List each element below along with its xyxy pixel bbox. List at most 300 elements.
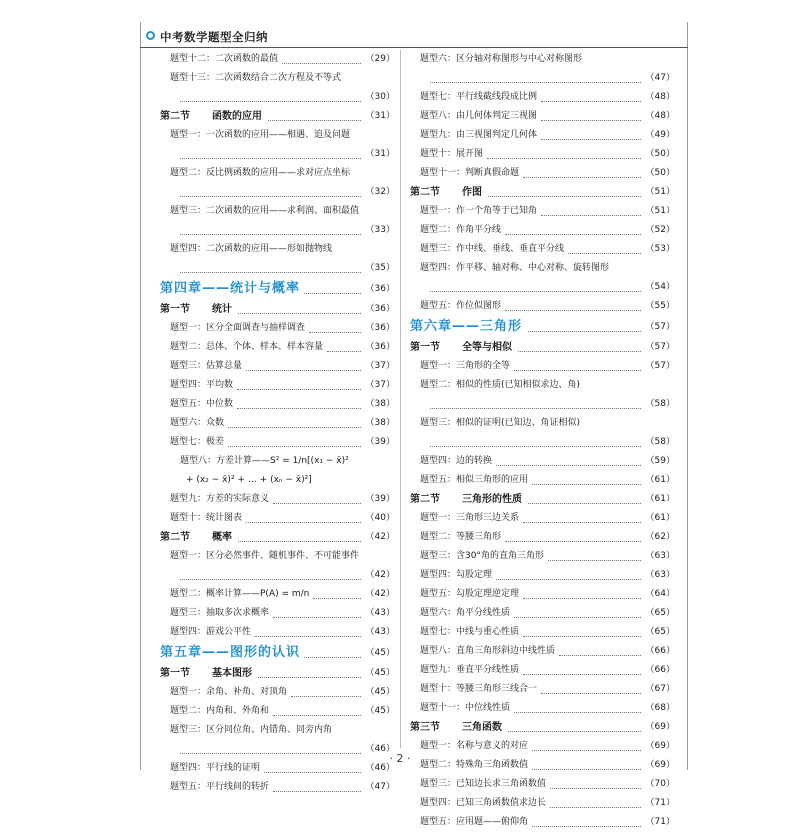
- toc-entry: [160, 395, 395, 414]
- entry-title: 统计图表: [206, 513, 243, 523]
- toc-entry: [160, 585, 395, 604]
- leader-dots: [180, 158, 361, 159]
- entry-title: 一次函数的应用——相遇、追及问题: [206, 130, 351, 140]
- leader-dots: [523, 674, 641, 675]
- section-title: 概率: [212, 532, 232, 543]
- toc-entry: [410, 107, 675, 126]
- formula-text: + (x₂ − x̄)² + … + (xₙ − x̄)²]: [186, 475, 312, 485]
- entry-title: 方差的实际意义: [206, 494, 270, 504]
- toc-entry: [410, 297, 675, 316]
- toc-entry: [410, 414, 675, 433]
- entry-label: 题型五：: [420, 817, 457, 827]
- page-ref: （30）: [365, 92, 395, 102]
- page-ref: （50）: [645, 149, 675, 159]
- toc-entry-continuation: [160, 145, 395, 164]
- toc-entry: [160, 50, 395, 69]
- page-ref: （36）: [365, 304, 395, 314]
- leader-dots: [508, 731, 641, 732]
- section-title: 基本图形: [212, 668, 252, 679]
- toc-entry: [410, 221, 675, 240]
- entry-title: 勾股定理逆定理: [456, 589, 520, 599]
- page-ref: （57）: [645, 342, 675, 352]
- entry-label: 题型四：: [420, 570, 457, 580]
- page-ref: （48）: [645, 92, 675, 102]
- page-ref: （39）: [365, 494, 395, 504]
- entry-label: 题型八：: [420, 646, 457, 656]
- toc-entry: [160, 202, 395, 221]
- page-ref: （52）: [645, 225, 675, 235]
- toc-entry: [410, 452, 675, 471]
- entry-label: 题型四：: [420, 798, 457, 808]
- entry-title: 等腰三角形: [456, 532, 502, 542]
- entry-label: 题型九：: [420, 665, 457, 675]
- page-ref: （66）: [645, 665, 675, 675]
- leader-dots: [514, 617, 641, 618]
- toc-entry-continuation: [160, 259, 395, 278]
- leader-dots: [246, 370, 361, 371]
- page-ref: （45）: [365, 668, 395, 678]
- entry-label: 题型二：: [420, 225, 457, 235]
- entry-label: 题型二：: [420, 532, 457, 542]
- toc-entry: [410, 642, 675, 661]
- leader-dots: [246, 522, 361, 523]
- leader-dots: [304, 293, 361, 294]
- page-ref: （65）: [645, 608, 675, 618]
- entry-label: 题型九：: [170, 494, 207, 504]
- entry-label: 题型十二：: [170, 54, 216, 64]
- page-ref: （71）: [645, 798, 675, 808]
- entry-label: 题型十一：: [420, 168, 466, 178]
- entry-label: 题型一：: [170, 130, 207, 140]
- section-title: 三角函数: [462, 722, 502, 733]
- toc-entry: [160, 509, 395, 528]
- chapter-heading: [410, 316, 675, 338]
- leader-dots: [180, 234, 361, 235]
- toc-entry: [410, 528, 675, 547]
- leader-dots: [430, 446, 641, 447]
- page-ref: （29）: [365, 54, 395, 64]
- entry-label: 题型二：: [170, 168, 207, 178]
- toc-entry: [410, 259, 675, 278]
- entry-label: 题型二：: [170, 342, 207, 352]
- entry-title: 中线与重心性质: [456, 627, 520, 637]
- entry-label: 题型四：: [170, 380, 207, 390]
- entry-label: 题型二：: [170, 706, 207, 716]
- page-ref: （35）: [365, 263, 395, 273]
- section-label: 第一节: [160, 304, 190, 315]
- entry-title: 区分全面调查与抽样调查: [206, 323, 306, 333]
- page-ref: （57）: [645, 361, 675, 371]
- leader-dots: [523, 177, 641, 178]
- entry-title: 二次函数结合二次方程及不等式: [215, 73, 342, 83]
- entry-title: 内角和、外角和: [206, 706, 270, 716]
- leader-dots: [237, 389, 361, 390]
- page-ref: （37）: [365, 361, 395, 371]
- leader-dots: [258, 677, 361, 678]
- entry-title: 作位似图形: [456, 301, 502, 311]
- page-ref: （42）: [365, 570, 395, 580]
- leader-dots: [228, 427, 361, 428]
- leader-dots: [268, 120, 361, 121]
- toc-entry-formula: [160, 452, 395, 471]
- entry-label: 题型六：: [170, 418, 207, 428]
- entry-title: 等腰三角形三线合一: [456, 684, 538, 694]
- toc-entry: [160, 319, 395, 338]
- leader-dots: [532, 826, 641, 827]
- toc-entry: [160, 604, 395, 623]
- toc-entry-formula-cont: [160, 471, 395, 490]
- page-ref: （45）: [365, 706, 395, 716]
- page-ref: （42）: [365, 589, 395, 599]
- entry-title: 概率计算——P(A) = m/n: [206, 589, 310, 599]
- leader-dots: [541, 139, 641, 140]
- toc-entry: [160, 240, 395, 259]
- entry-title: 区分必然事件、随机事件、不可能事件: [206, 551, 360, 561]
- toc-column-left: [160, 50, 395, 797]
- entry-label: 题型二：: [420, 760, 457, 770]
- page-ref: （69）: [645, 760, 675, 770]
- entry-title: 直角三角形斜边中线性质: [456, 646, 556, 656]
- section-title: 函数的应用: [212, 111, 262, 122]
- entry-label: 题型五：: [420, 475, 457, 485]
- page-ref: （58）: [645, 399, 675, 409]
- toc-entry: [410, 126, 675, 145]
- section-label: 第三节: [410, 722, 440, 733]
- section-heading: [410, 338, 675, 357]
- entry-title: 二次函数的最值: [215, 54, 279, 64]
- page-ref: （67）: [645, 684, 675, 694]
- entry-title: 名称与意义的对应: [456, 741, 529, 751]
- page-ref: （55）: [645, 301, 675, 311]
- formula-text: 题型八：方差计算——S² = 1/n[(x₁ − x̄)²: [180, 456, 349, 466]
- page-ref: （68）: [645, 703, 675, 713]
- section-heading: [160, 528, 395, 547]
- entry-title: 平行线间的转折: [206, 782, 270, 792]
- entry-title: 作一个角等于已知角: [456, 206, 538, 216]
- toc-entry: [160, 338, 395, 357]
- entry-label: 题型四：: [170, 244, 207, 254]
- toc-entry: [410, 623, 675, 642]
- leader-dots: [180, 272, 361, 273]
- entry-label: 题型二：: [170, 589, 207, 599]
- page-ref: （47）: [645, 73, 675, 83]
- leader-dots: [264, 772, 361, 773]
- leader-dots: [282, 63, 361, 64]
- leader-dots: [238, 541, 361, 542]
- entry-title: 区分同位角、内错角、同旁内角: [206, 725, 333, 735]
- page-ref: （59）: [645, 456, 675, 466]
- entry-label: 题型四：: [170, 763, 207, 773]
- entry-title: 抽取多次求概率: [206, 608, 270, 618]
- toc-entry: [160, 623, 395, 642]
- section-title: 全等与相似: [462, 342, 512, 353]
- page-ref: （51）: [645, 206, 675, 216]
- toc-entry: [160, 433, 395, 452]
- entry-title: 相似的证明(已知边、角证相似): [456, 418, 581, 428]
- leader-dots: [505, 310, 641, 311]
- toc-entry: [410, 699, 675, 718]
- leader-dots: [273, 715, 361, 716]
- leader-dots: [430, 291, 641, 292]
- header-circle-icon: [146, 31, 155, 40]
- toc-entry: [160, 164, 395, 183]
- section-heading: [160, 107, 395, 126]
- toc-entry: [410, 164, 675, 183]
- toc-entry: [160, 778, 395, 797]
- page-ref: （31）: [365, 149, 395, 159]
- section-heading: [410, 490, 675, 509]
- entry-label: 题型五：: [420, 589, 457, 599]
- entry-label: 题型三：: [420, 779, 457, 789]
- entry-title: 判断真假命题: [465, 168, 520, 178]
- entry-title: 作角平分线: [456, 225, 502, 235]
- entry-label: 题型一：: [420, 513, 457, 523]
- leader-dots: [505, 541, 641, 542]
- entry-label: 题型十：: [420, 149, 457, 159]
- page-ref: （46）: [365, 763, 395, 773]
- leader-dots: [180, 196, 361, 197]
- entry-title: 由三视图判定几何体: [456, 130, 538, 140]
- page-ref: （63）: [645, 551, 675, 561]
- toc-entry-continuation: [410, 278, 675, 297]
- section-label: 第二节: [160, 111, 190, 122]
- section-heading: [410, 718, 675, 737]
- leader-dots: [568, 253, 641, 254]
- entry-label: 题型九：: [420, 130, 457, 140]
- page-ref: （45）: [365, 648, 395, 658]
- entry-title: 相似的性质(已知相似求边、角): [456, 380, 581, 390]
- leader-dots: [550, 807, 641, 808]
- toc-entry: [160, 683, 395, 702]
- leader-dots: [430, 82, 641, 83]
- leader-dots: [237, 408, 361, 409]
- toc-entry: [160, 357, 395, 376]
- toc-entry: [410, 775, 675, 794]
- entry-title: 作中线、垂线、垂直平分线: [456, 244, 565, 254]
- page-ref: （61）: [645, 475, 675, 485]
- page-ref: （64）: [645, 589, 675, 599]
- entry-label: 题型七：: [170, 437, 207, 447]
- leader-dots: [496, 465, 641, 466]
- toc-entry: [410, 88, 675, 107]
- entry-title: 作平移、轴对称、中心对称、旋转图形: [456, 263, 610, 273]
- page-ref: （50）: [645, 168, 675, 178]
- toc-entry: [410, 661, 675, 680]
- section-heading: [160, 664, 395, 683]
- entry-title: 众数: [206, 418, 225, 428]
- running-header: [140, 28, 688, 48]
- leader-dots: [228, 446, 361, 447]
- entry-label: 题型一：: [420, 741, 457, 751]
- page-ref: （40）: [365, 513, 395, 523]
- page-ref: （69）: [645, 741, 675, 751]
- entry-title: 极差: [206, 437, 225, 447]
- leader-dots: [430, 408, 641, 409]
- leader-dots: [255, 636, 361, 637]
- leader-dots: [238, 313, 361, 314]
- leader-dots: [532, 750, 641, 751]
- entry-title: 角平分线性质: [456, 608, 511, 618]
- leader-dots: [327, 351, 361, 352]
- entry-label: 题型四：: [170, 627, 207, 637]
- leader-dots: [541, 215, 641, 216]
- entry-label: 题型六：: [420, 54, 457, 64]
- entry-label: 题型一：: [420, 361, 457, 371]
- page-ref: （38）: [365, 418, 395, 428]
- chapter-title: 第五章——图形的认识: [160, 645, 301, 660]
- leader-dots: [180, 579, 361, 580]
- entry-label: 题型二：: [420, 380, 457, 390]
- toc-entry-continuation: [410, 433, 675, 452]
- entry-title: 二次函数的应用——求利润、面积最值: [206, 206, 360, 216]
- section-title: 作图: [462, 187, 482, 198]
- leader-dots: [528, 331, 641, 332]
- page-ref: （31）: [365, 111, 395, 121]
- entry-title: 特殊角三角函数值: [456, 760, 529, 770]
- section-heading: [410, 183, 675, 202]
- entry-label: 题型八：: [420, 111, 457, 121]
- toc-entry-continuation: [160, 183, 395, 202]
- entry-label: 题型七：: [420, 92, 457, 102]
- toc-entry: [160, 126, 395, 145]
- entry-label: 题型七：: [420, 627, 457, 637]
- entry-title: 三角形三边关系: [456, 513, 520, 523]
- toc-entry: [160, 376, 395, 395]
- entry-label: 题型三：: [170, 725, 207, 735]
- entry-title: 平均数: [206, 380, 234, 390]
- page-ref: （70）: [645, 779, 675, 789]
- entry-label: 题型三：: [170, 608, 207, 618]
- entry-label: 题型一：: [170, 687, 207, 697]
- entry-title: 由几何体判定三视图: [456, 111, 538, 121]
- leader-dots: [514, 370, 641, 371]
- leader-dots: [559, 655, 641, 656]
- entry-title: 边的转换: [456, 456, 493, 466]
- entry-title: 游戏公平性: [206, 627, 252, 637]
- page-ref: （33）: [365, 225, 395, 235]
- page-ref: （61）: [645, 494, 675, 504]
- toc-entry: [410, 357, 675, 376]
- toc-entry: [160, 69, 395, 88]
- toc-column-right: [410, 50, 675, 832]
- entry-label: 题型三：: [420, 244, 457, 254]
- entry-title: 已知三角函数值求边长: [456, 798, 547, 808]
- page-ref: （49）: [645, 130, 675, 140]
- section-label: 第二节: [410, 187, 440, 198]
- section-label: 第一节: [410, 342, 440, 353]
- entry-label: 题型十：: [420, 684, 457, 694]
- toc-entry: [410, 813, 675, 832]
- toc-entry-continuation: [410, 69, 675, 88]
- page-ref: （36）: [365, 284, 395, 294]
- entry-title: 平行线的证明: [206, 763, 261, 773]
- entry-label: 题型一：: [170, 551, 207, 561]
- entry-label: 题型五：: [170, 782, 207, 792]
- page-ref: （61）: [645, 513, 675, 523]
- entry-title: 反比例函数的应用——求对应点坐标: [206, 168, 351, 178]
- chapter-title: 第六章——三角形: [410, 319, 523, 334]
- page-ref: （43）: [365, 608, 395, 618]
- toc-entry: [410, 471, 675, 490]
- page-ref: （48）: [645, 111, 675, 121]
- entry-label: 题型三：: [420, 551, 457, 561]
- leader-dots: [488, 196, 641, 197]
- page-ref: （71）: [645, 817, 675, 827]
- entry-title: 相似三角形的应用: [456, 475, 529, 485]
- page-ref: （54）: [645, 282, 675, 292]
- toc-entry: [160, 547, 395, 566]
- chapter-heading: [160, 642, 395, 664]
- entry-label: 题型十三：: [170, 73, 216, 83]
- entry-title: 中位数: [206, 399, 234, 409]
- section-label: 第二节: [410, 494, 440, 505]
- page-ref: （39）: [365, 437, 395, 447]
- page-ref: （36）: [365, 323, 395, 333]
- page-ref: （58）: [645, 437, 675, 447]
- entry-title: 区分轴对称图形与中心对称图形: [456, 54, 583, 64]
- book-title: 中考数学题型全归纳: [160, 30, 268, 44]
- page-ref: （51）: [645, 187, 675, 197]
- page-number: · 2 ·: [389, 752, 411, 765]
- entry-label: 题型三：: [170, 361, 207, 371]
- leader-dots: [532, 769, 641, 770]
- leader-dots: [523, 598, 641, 599]
- toc-entry: [160, 721, 395, 740]
- column-divider: [400, 50, 401, 748]
- entry-label: 题型十：: [170, 513, 207, 523]
- leader-dots: [528, 503, 641, 504]
- page-ref: （57）: [645, 322, 675, 332]
- page-ref: （47）: [365, 782, 395, 792]
- leader-dots: [505, 234, 641, 235]
- chapter-title: 第四章——统计与概率: [160, 281, 301, 296]
- entry-title: 平行线截线段成比例: [456, 92, 538, 102]
- toc-entry: [410, 376, 675, 395]
- toc-entry-continuation: [160, 566, 395, 585]
- toc-entry-continuation: [160, 88, 395, 107]
- page-ref: （37）: [365, 380, 395, 390]
- entry-label: 题型三：: [420, 418, 457, 428]
- section-title: 统计: [212, 304, 232, 315]
- toc-entry: [410, 547, 675, 566]
- toc-entry: [160, 414, 395, 433]
- toc-entry: [160, 702, 395, 721]
- toc-entry: [410, 680, 675, 699]
- leader-dots: [273, 617, 361, 618]
- page-ref: （32）: [365, 187, 395, 197]
- leader-dots: [548, 560, 641, 561]
- entry-title: 估算总量: [206, 361, 243, 371]
- entry-label: 题型一：: [170, 323, 207, 333]
- leader-dots: [313, 598, 361, 599]
- toc-entry: [410, 240, 675, 259]
- leader-dots: [550, 788, 641, 789]
- entry-title: 中位线性质: [465, 703, 511, 713]
- section-label: 第二节: [160, 532, 190, 543]
- entry-title: 含30°角的直角三角形: [456, 551, 544, 561]
- page-ref: （66）: [645, 646, 675, 656]
- entry-title: 二次函数的应用——形如抛物线: [206, 244, 333, 254]
- toc-entry: [410, 50, 675, 69]
- page-ref: （65）: [645, 627, 675, 637]
- leader-dots: [514, 712, 641, 713]
- chapter-heading: [160, 278, 395, 300]
- leader-dots: [532, 484, 641, 485]
- leader-dots: [309, 332, 361, 333]
- leader-dots: [541, 101, 641, 102]
- toc-entry: [410, 604, 675, 623]
- entry-label: 题型三：: [170, 206, 207, 216]
